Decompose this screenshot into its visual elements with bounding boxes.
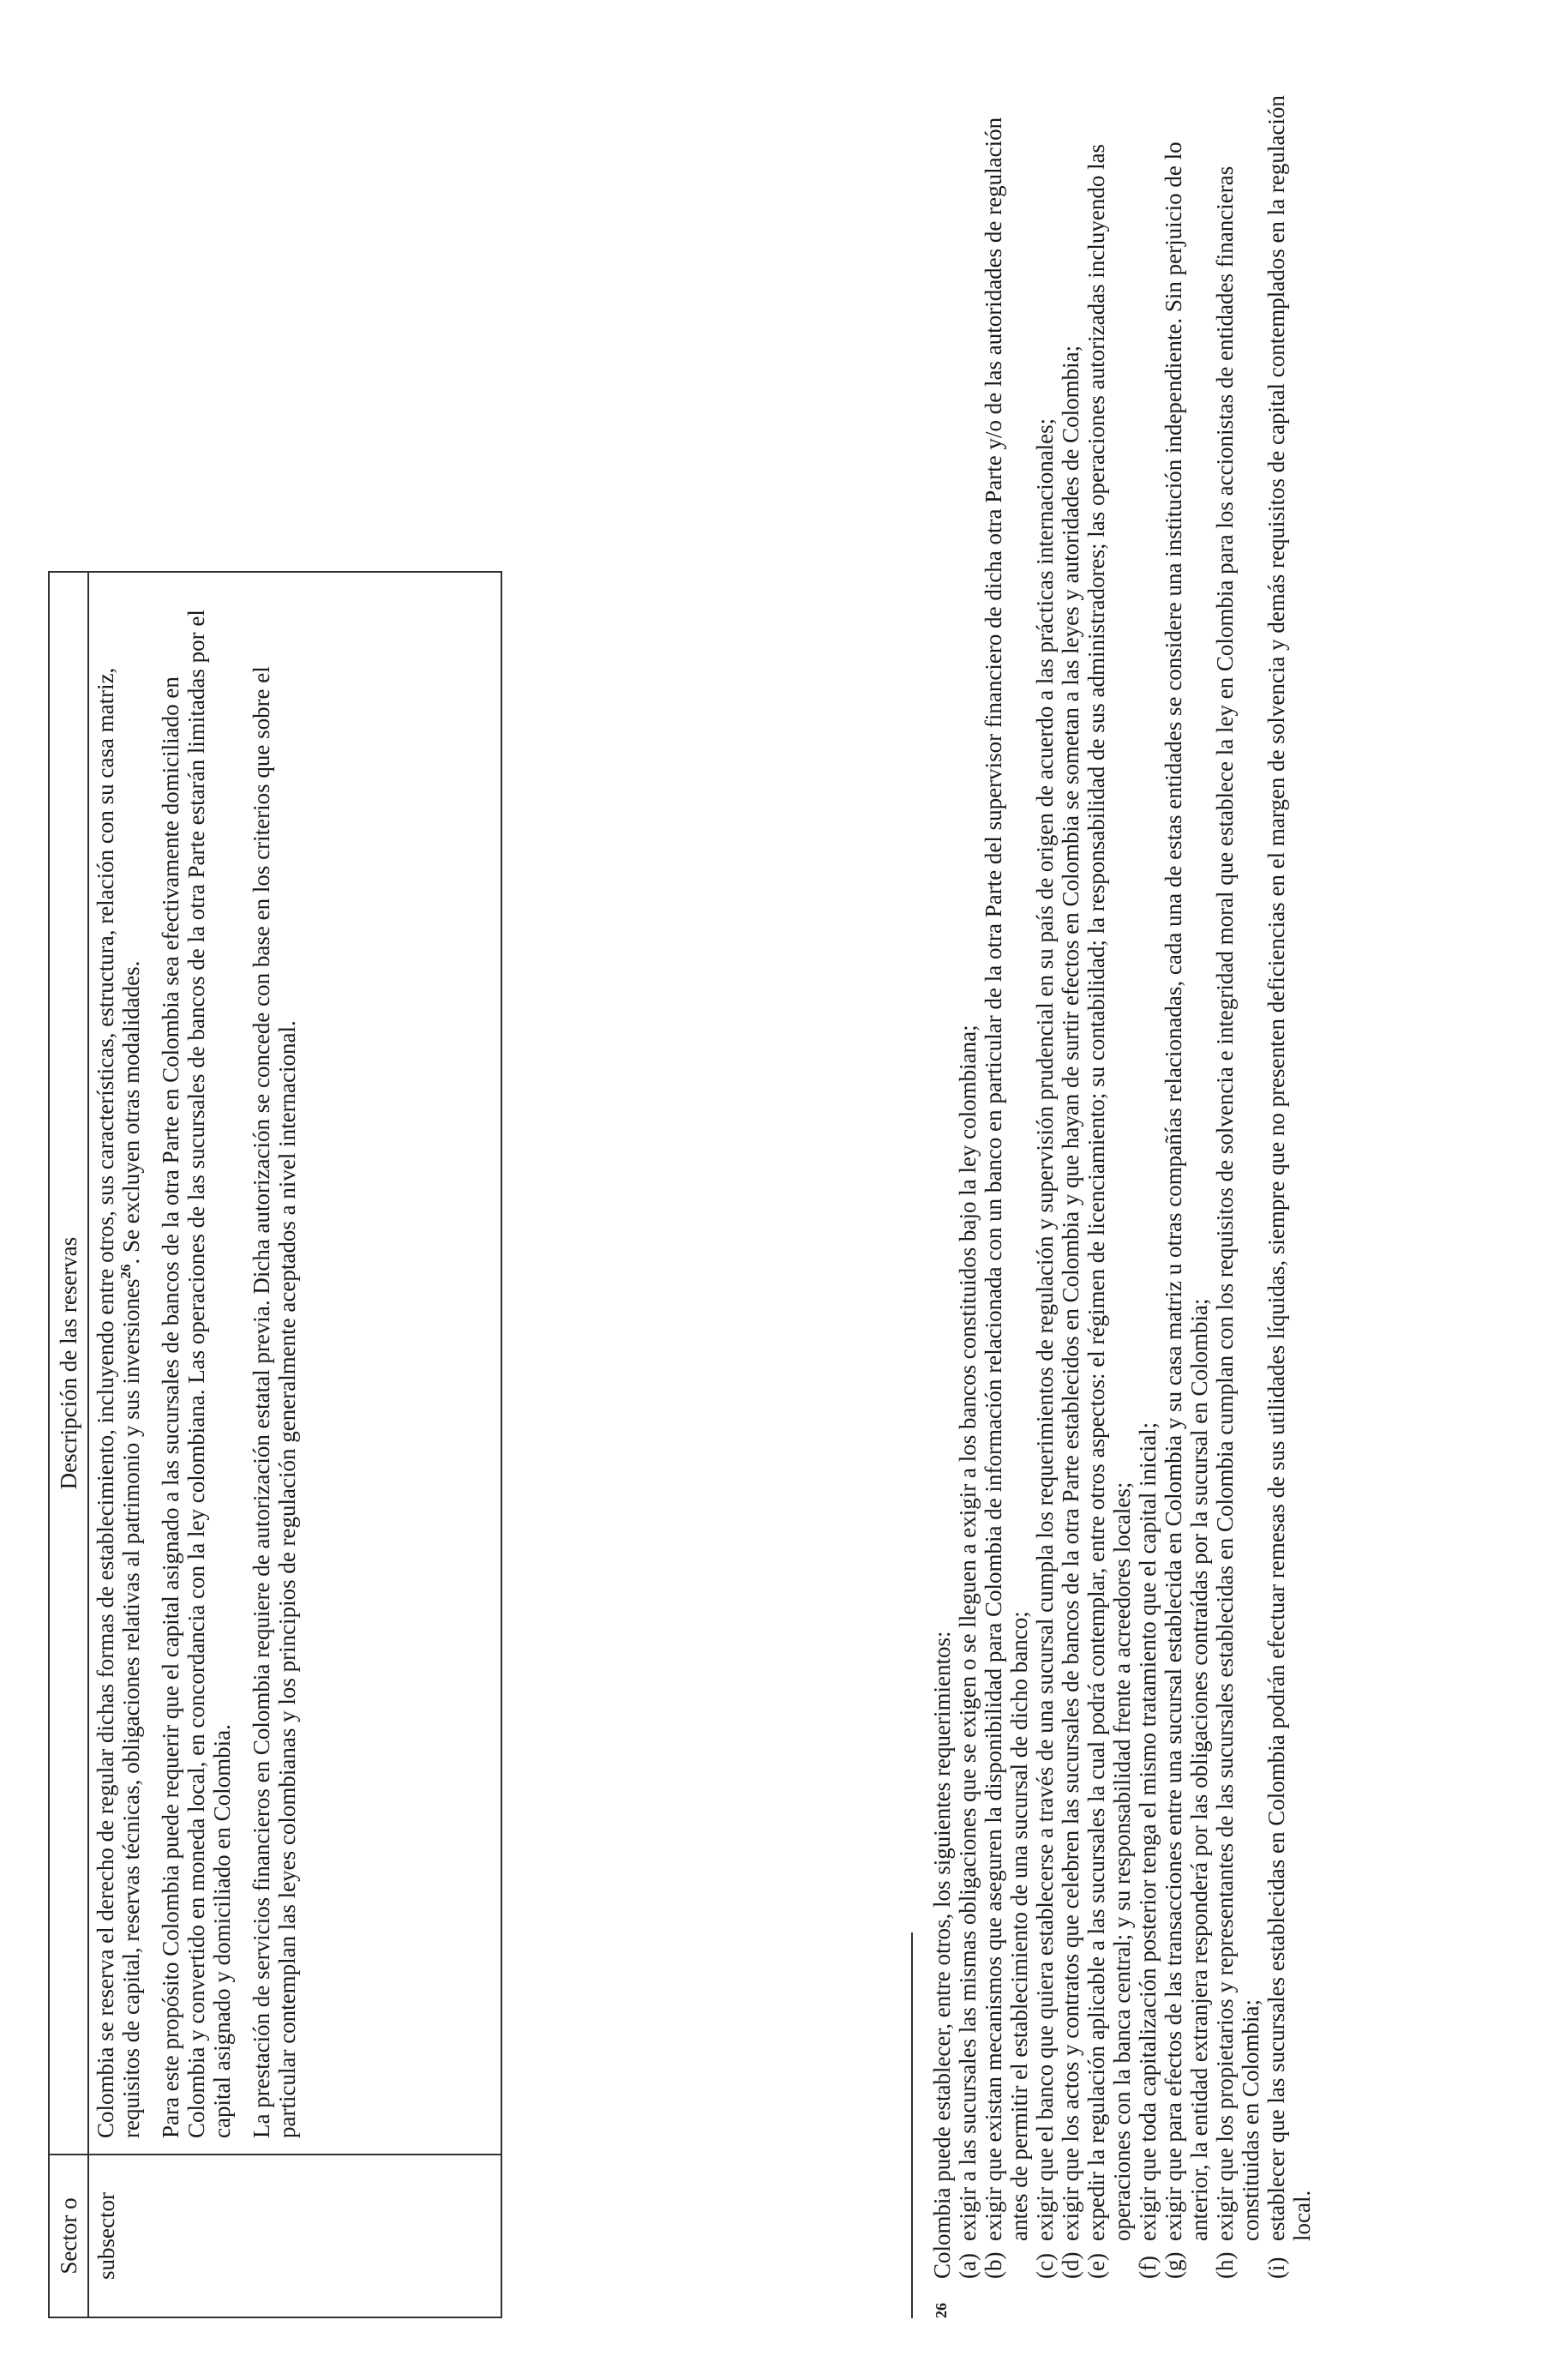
footnote bbox=[929, 93, 1315, 2279]
column-header-description: Descripción de las reservas bbox=[56, 1236, 81, 1490]
footnote-number: 26 bbox=[933, 2303, 950, 2318]
paragraph-1-text: Colombia se reserva el derecho de regular dichas formas de establecimiento, incluyendo entre otros, sus características, estructura, relación con su casa matriz, requisitos de capital, reservas técnicas, obligaciones relativas al patrimonio y sus inversiones bbox=[93, 667, 144, 2138]
footnote-item-e: (e) expedir la regulación aplicable a las sucursales la cual podrá contemplar, entre otros aspectos: el régimen de licenciamiento; su contabilidad; la responsabilidad de sus administradores; las operaciones autorizadas incluyendo las operaciones con la banca central; y su responsabilidad frente a acreedores locales; bbox=[1083, 143, 1135, 2279]
footnote-item-f: (f) exigir que toda capitalización posterior tenga el mismo tratamiento que el capital inicial; bbox=[1135, 1421, 1161, 2279]
description-paragraph-1 bbox=[93, 586, 144, 2138]
description-paragraph-2: Para este propósito Colombia puede requerir que el capital asignado a las sucursales de bancos de la otra Parte en Colombia sea efectivamente domiciliado en Colombia y convertido en moneda local, en concordancia con la ley colombiana. Las operaciones de las sucursales de bancos de la otra Parte estarán limitadas por el capital asignado y domiciliado en Colombia. bbox=[158, 610, 235, 2138]
reservations-table bbox=[48, 571, 502, 2318]
footnote-item-a: (a) exigir a las sucursales las mismas obligaciones que se exigen o se lleguen a exigir a los bancos constituidos bajo la ley colombiana; bbox=[955, 1025, 981, 2279]
footnote-list bbox=[955, 93, 1315, 2279]
footnote-reference[interactable]: 26 bbox=[117, 1264, 134, 1279]
footnote-item-h: (h) exigir que los propietarios y representantes de las sucursales establecidas en Colombia cumplan con los requisitos de solvencia e integridad moral que establece la ley en Colombia para los accionistas de entidades financieras constituidas en Colombia; bbox=[1212, 165, 1263, 2279]
footnote-intro: Colombia puede establecer, entre otros, los siguientes requerimientos: bbox=[929, 1631, 955, 2279]
footnote-separator bbox=[911, 1932, 913, 2318]
footnote-item-g: (g) exigir que para efectos de las transacciones entre una sucursal establecida en Colombia y su casa matriz u otras compañías relacionadas, cada una de estas entidades se considere una institución independiente. Sin perjuicio de lo anterior, la entidad extranjera responderá por las obligaciones contraídas por la sucursal en Colombia; bbox=[1161, 141, 1212, 2279]
footnote-item-d: (d) exigir que los actos y contratos que celebren las sucursales de bancos de la otra Parte establecidos en Colombia y que hayan de surtir efectos en Colombia se sometan a las leyes y autoridades de Colombia; bbox=[1058, 345, 1083, 2279]
paragraph-1-tail: . Se excluyen otras modalidades. bbox=[118, 960, 144, 1265]
column-header-sector: Sector o subsector bbox=[56, 2192, 119, 2280]
description-cell bbox=[93, 586, 314, 2138]
footnote-item-c: (c) exigir que el banco que quiera establecerse a través de una sucursal cumpla los requerimientos de regulación y supervisión prudencial en su país de origen de acuerdo a las prácticas internacionales; bbox=[1032, 418, 1058, 2279]
description-paragraph-3: La prestación de servicios financieros en Colombia requiere de autorización estatal previa. Dicha autorización se concede con base en los criterios que sobre el particular contemplan las leyes colombianas y los principios de regulación generalmente aceptados a nivel internacional. bbox=[249, 666, 300, 2138]
footnote-item-i: (i) establecer que las sucursales establecidas en Colombia podrán efectuar remesas de sus utilidades líquidas, siempre que no presenten deficiencias en el margen de solvencia y demás requisitos de capital contemplados en la regulación local. bbox=[1263, 95, 1315, 2279]
footnote-item-b: (b) exigir que existan mecanismos que aseguren la disponibilidad para Colombia de información relacionada con un banco en particular de la otra Parte del supervisor financiero de dicha otra Parte y/o de las autoridades de regulación antes de permitir el establecimiento de una sucursal de dicho banco; bbox=[981, 117, 1032, 2279]
column-divider bbox=[50, 2154, 501, 2155]
